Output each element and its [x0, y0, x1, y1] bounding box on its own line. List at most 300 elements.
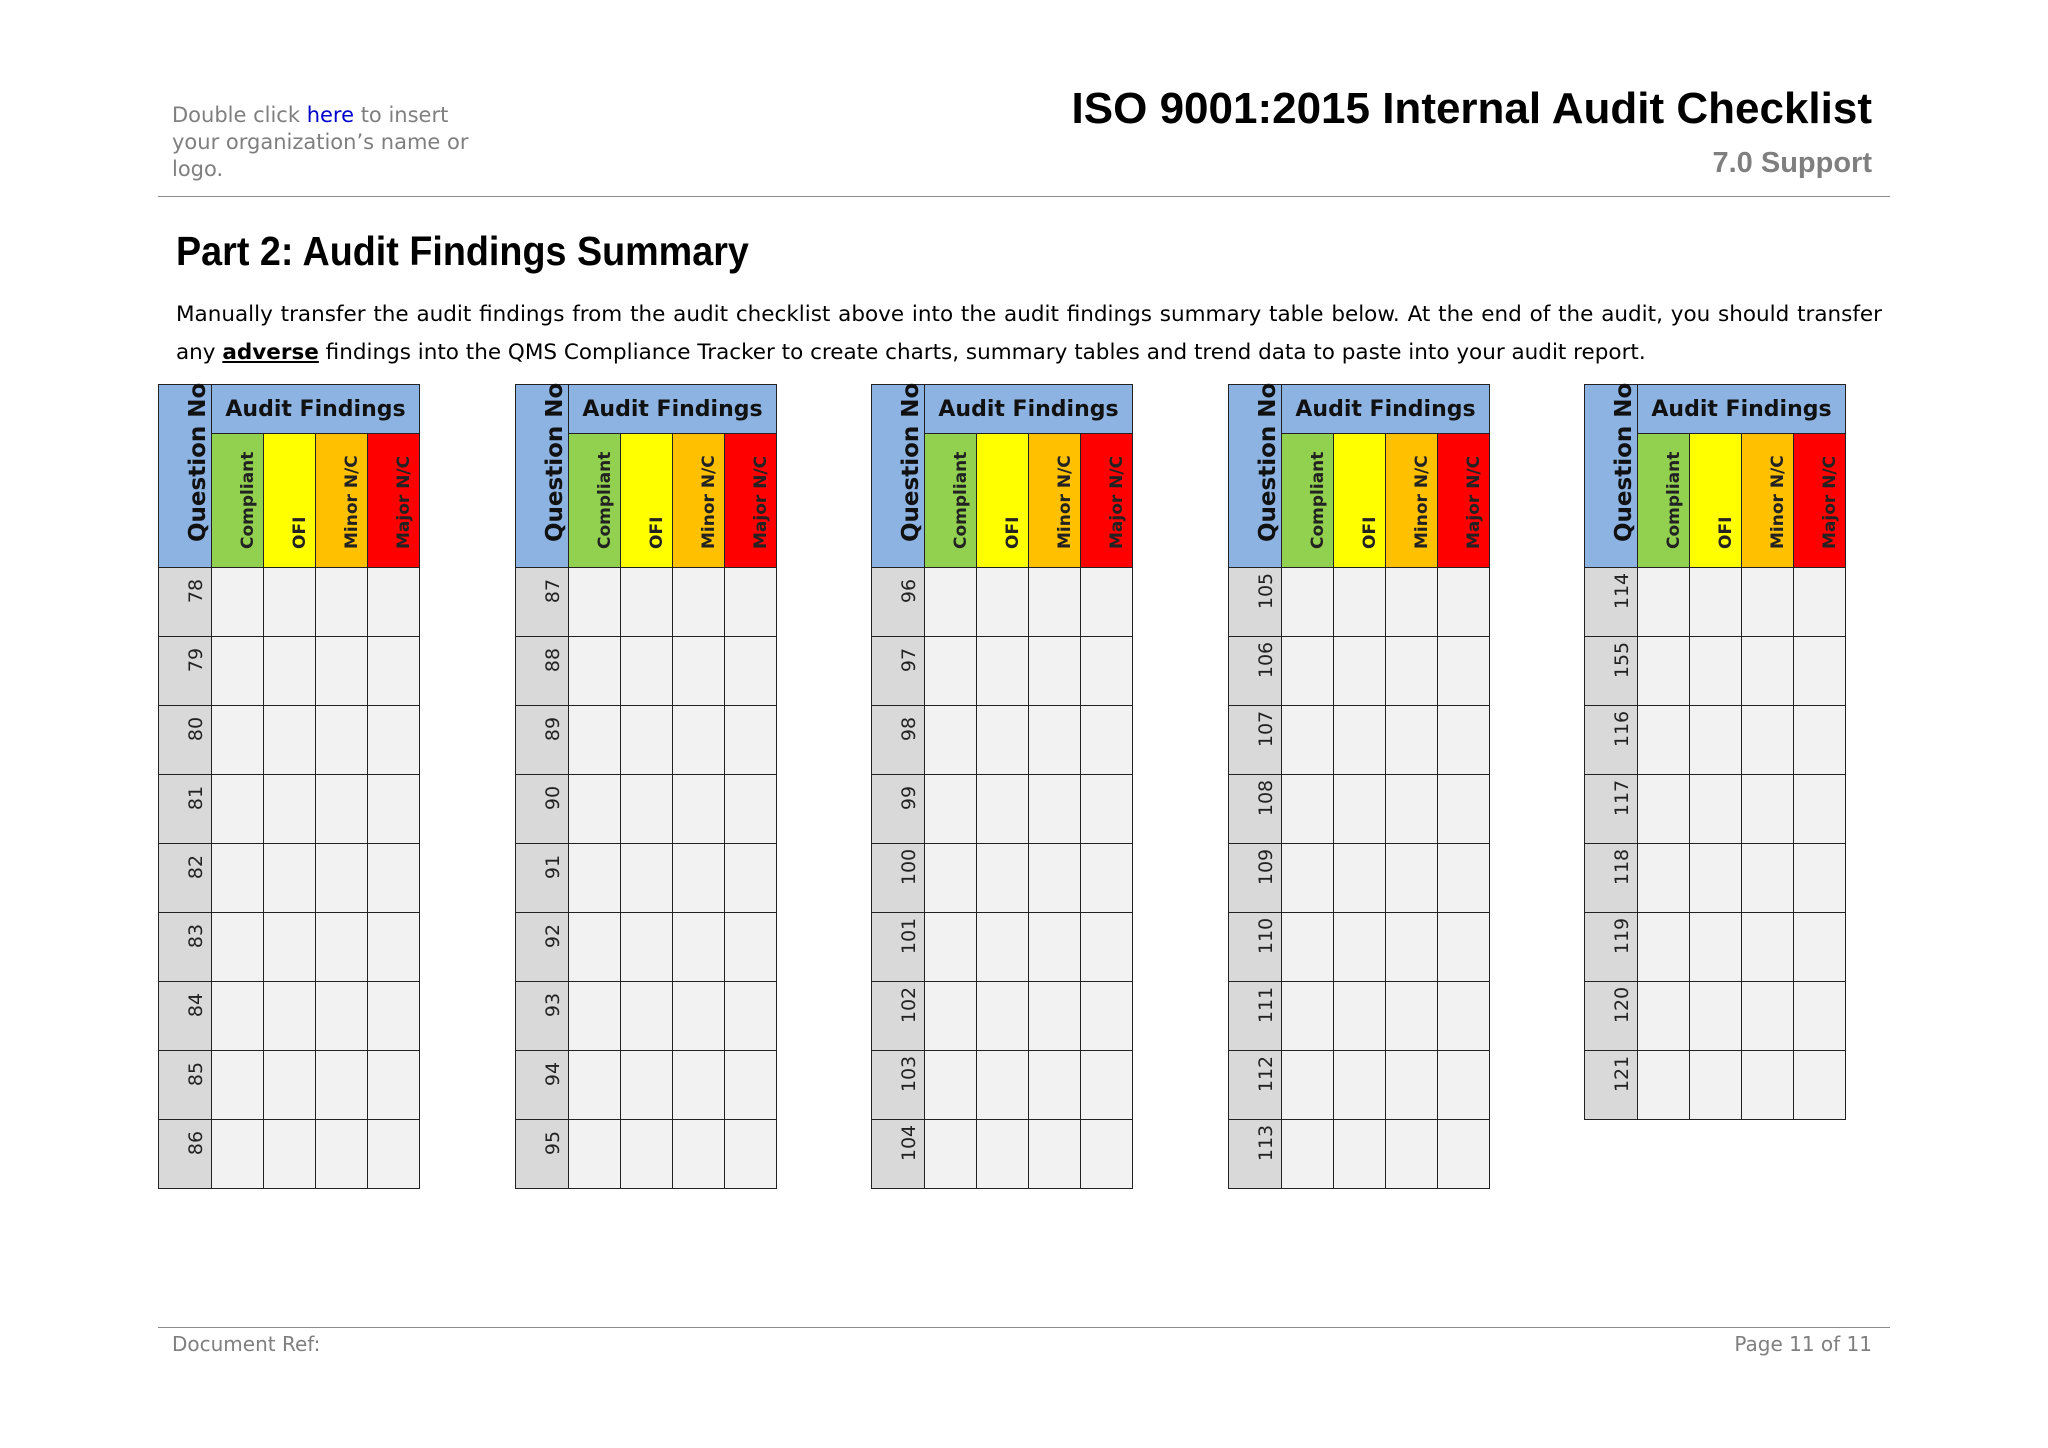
finding-cell-ofi[interactable]: [1690, 1051, 1742, 1120]
finding-cell-ofi[interactable]: [621, 637, 673, 706]
category-label: Compliant: [1663, 451, 1684, 549]
finding-cell-compliant[interactable]: [1638, 982, 1690, 1051]
finding-cell-major[interactable]: [1794, 982, 1846, 1051]
finding-cell-minor[interactable]: [316, 1120, 368, 1189]
finding-cell-minor[interactable]: [1029, 1120, 1081, 1189]
finding-cell-compliant[interactable]: [1282, 706, 1334, 775]
finding-cell-ofi[interactable]: [1334, 982, 1386, 1051]
finding-cell-major[interactable]: [368, 637, 420, 706]
finding-cell-major[interactable]: [1438, 1120, 1490, 1189]
finding-cell-major[interactable]: [725, 1051, 777, 1120]
question-number: 109: [1255, 848, 1277, 886]
finding-cell-ofi[interactable]: [1334, 1051, 1386, 1120]
finding-cell-ofi[interactable]: [1334, 775, 1386, 844]
question-number-cell: [872, 775, 925, 844]
category-label: Minor N/C: [1411, 455, 1432, 549]
finding-cell-ofi[interactable]: [977, 775, 1029, 844]
question-number: 85: [185, 1061, 207, 1087]
finding-cell-compliant[interactable]: [569, 913, 621, 982]
finding-cell-minor[interactable]: [1742, 706, 1794, 775]
finding-cell-compliant[interactable]: [569, 568, 621, 637]
question-number: 90: [542, 785, 564, 811]
category-header-ofi: [264, 434, 316, 568]
finding-cell-compliant[interactable]: [212, 913, 264, 982]
finding-cell-major[interactable]: [1081, 1120, 1133, 1189]
category-label: Major N/C: [1106, 455, 1127, 549]
finding-cell-major[interactable]: [1438, 568, 1490, 637]
finding-cell-compliant[interactable]: [569, 637, 621, 706]
question-no-header: [1229, 382, 1282, 568]
finding-cell-compliant[interactable]: [569, 706, 621, 775]
finding-cell-minor[interactable]: [673, 913, 725, 982]
finding-cell-compliant[interactable]: [925, 637, 977, 706]
finding-cell-minor[interactable]: [673, 844, 725, 913]
finding-cell-major[interactable]: [368, 706, 420, 775]
finding-cell-major[interactable]: [1081, 775, 1133, 844]
question-number-cell: [1585, 844, 1638, 913]
finding-cell-compliant[interactable]: [925, 982, 977, 1051]
table-row: [516, 913, 777, 982]
finding-cell-major[interactable]: [1438, 982, 1490, 1051]
finding-cell-ofi[interactable]: [621, 982, 673, 1051]
question-no-header: [1585, 382, 1638, 568]
finding-cell-compliant[interactable]: [1282, 1120, 1334, 1189]
finding-cell-minor[interactable]: [316, 913, 368, 982]
finding-cell-minor[interactable]: [1386, 913, 1438, 982]
table-row: [1229, 706, 1490, 775]
finding-cell-minor[interactable]: [673, 1120, 725, 1189]
question-number-cell: [1585, 775, 1638, 844]
finding-cell-compliant[interactable]: [569, 982, 621, 1051]
footer-page-number: Page 11 of 11: [1734, 1332, 1872, 1356]
finding-cell-ofi[interactable]: [977, 913, 1029, 982]
finding-cell-major[interactable]: [1438, 1051, 1490, 1120]
question-no-label: Question No: [1611, 382, 1637, 542]
category-header-minor: [316, 434, 368, 568]
category-header-minor: [1742, 434, 1794, 568]
finding-cell-compliant[interactable]: [212, 568, 264, 637]
finding-cell-major[interactable]: [1081, 568, 1133, 637]
finding-cell-compliant[interactable]: [1638, 913, 1690, 982]
finding-cell-major[interactable]: [725, 568, 777, 637]
finding-cell-minor[interactable]: [673, 982, 725, 1051]
finding-cell-major[interactable]: [1081, 1051, 1133, 1120]
finding-cell-ofi[interactable]: [977, 1051, 1029, 1120]
finding-cell-ofi[interactable]: [621, 1051, 673, 1120]
category-label: OFI: [1359, 516, 1380, 549]
finding-cell-compliant[interactable]: [1282, 982, 1334, 1051]
table-row: [872, 913, 1133, 982]
category-header-ofi: [1334, 434, 1386, 568]
finding-cell-ofi[interactable]: [977, 1120, 1029, 1189]
finding-cell-minor[interactable]: [1029, 913, 1081, 982]
table-row: [516, 982, 777, 1051]
finding-cell-major[interactable]: [1081, 913, 1133, 982]
finding-cell-minor[interactable]: [316, 844, 368, 913]
question-number-cell: [159, 637, 212, 706]
question-number-cell: [1229, 1120, 1282, 1189]
finding-cell-ofi[interactable]: [977, 706, 1029, 775]
question-number-cell: [159, 913, 212, 982]
finding-cell-major[interactable]: [725, 637, 777, 706]
finding-cell-minor[interactable]: [1029, 844, 1081, 913]
finding-cell-major[interactable]: [1794, 775, 1846, 844]
finding-cell-ofi[interactable]: [977, 637, 1029, 706]
table-row: [1585, 568, 1846, 637]
question-no-label: Question No: [898, 382, 924, 542]
finding-cell-major[interactable]: [368, 775, 420, 844]
finding-cell-minor[interactable]: [1742, 913, 1794, 982]
question-number-cell: [516, 913, 569, 982]
finding-cell-major[interactable]: [1794, 913, 1846, 982]
document-section: 7.0 Support: [1712, 147, 1872, 179]
finding-cell-minor[interactable]: [1386, 982, 1438, 1051]
finding-cell-major[interactable]: [1438, 637, 1490, 706]
logo-note-suffix: to insert your organization’s name or logo.: [172, 103, 469, 181]
finding-cell-compliant[interactable]: [212, 1051, 264, 1120]
question-number-cell: [1585, 982, 1638, 1051]
table-row: [872, 775, 1133, 844]
finding-cell-minor[interactable]: [1742, 568, 1794, 637]
question-number-cell: [1585, 913, 1638, 982]
finding-cell-ofi[interactable]: [1690, 913, 1742, 982]
finding-cell-minor[interactable]: [1386, 775, 1438, 844]
finding-cell-ofi[interactable]: [264, 568, 316, 637]
finding-cell-minor[interactable]: [1386, 1120, 1438, 1189]
question-number: 110: [1255, 917, 1277, 955]
question-number: 88: [542, 647, 564, 673]
table-row: [516, 775, 777, 844]
finding-cell-major[interactable]: [1081, 637, 1133, 706]
finding-cell-ofi[interactable]: [621, 1120, 673, 1189]
finding-cell-compliant[interactable]: [1638, 844, 1690, 913]
finding-cell-ofi[interactable]: [1334, 637, 1386, 706]
finding-cell-compliant[interactable]: [1638, 568, 1690, 637]
table-row: [516, 637, 777, 706]
finding-cell-minor[interactable]: [1029, 706, 1081, 775]
finding-cell-major[interactable]: [725, 706, 777, 775]
finding-cell-compliant[interactable]: [569, 775, 621, 844]
finding-cell-minor[interactable]: [673, 637, 725, 706]
category-label: Minor N/C: [1054, 455, 1075, 549]
table-row: [1229, 775, 1490, 844]
finding-cell-major[interactable]: [1081, 844, 1133, 913]
finding-cell-minor[interactable]: [1386, 706, 1438, 775]
table-row: [159, 1120, 420, 1189]
finding-cell-compliant[interactable]: [1282, 637, 1334, 706]
category-label: Minor N/C: [341, 455, 362, 549]
category-header-minor: [1386, 434, 1438, 568]
finding-cell-compliant[interactable]: [212, 637, 264, 706]
finding-cell-compliant[interactable]: [925, 775, 977, 844]
finding-cell-ofi[interactable]: [1334, 568, 1386, 637]
category-header-ofi: [621, 434, 673, 568]
question-number: 103: [898, 1055, 920, 1093]
finding-cell-compliant[interactable]: [1282, 1051, 1334, 1120]
finding-cell-ofi[interactable]: [264, 913, 316, 982]
finding-cell-ofi[interactable]: [621, 568, 673, 637]
finding-cell-ofi[interactable]: [264, 1120, 316, 1189]
table-row: [872, 982, 1133, 1051]
finding-cell-ofi[interactable]: [1690, 775, 1742, 844]
finding-cell-minor[interactable]: [1386, 637, 1438, 706]
finding-cell-ofi[interactable]: [264, 706, 316, 775]
table-row: [1585, 913, 1846, 982]
finding-cell-minor[interactable]: [316, 706, 368, 775]
finding-cell-minor[interactable]: [1029, 775, 1081, 844]
finding-cell-minor[interactable]: [316, 637, 368, 706]
question-number: 113: [1255, 1124, 1277, 1162]
finding-cell-ofi[interactable]: [977, 982, 1029, 1051]
finding-cell-ofi[interactable]: [1690, 982, 1742, 1051]
table-row: [159, 982, 420, 1051]
footer-doc-ref: Document Ref:: [172, 1332, 321, 1356]
finding-cell-ofi[interactable]: [264, 637, 316, 706]
question-number-cell: [1585, 706, 1638, 775]
finding-cell-major[interactable]: [1794, 1051, 1846, 1120]
finding-cell-compliant[interactable]: [569, 1120, 621, 1189]
finding-cell-minor[interactable]: [673, 775, 725, 844]
finding-cell-major[interactable]: [368, 982, 420, 1051]
category-label: Minor N/C: [1767, 455, 1788, 549]
findings-table: [1584, 384, 1846, 1120]
intro-text-before: Manually transfer the audit findings from the audit checklist above into the audit findings summary table below. At the end of the audit, you should transfer any: [176, 302, 1882, 365]
finding-cell-major[interactable]: [1438, 913, 1490, 982]
finding-cell-minor[interactable]: [1742, 1051, 1794, 1120]
question-number-cell: [872, 982, 925, 1051]
finding-cell-compliant[interactable]: [1282, 775, 1334, 844]
finding-cell-compliant[interactable]: [925, 706, 977, 775]
finding-cell-minor[interactable]: [316, 775, 368, 844]
question-number: 111: [1255, 986, 1277, 1024]
table-row: [516, 568, 777, 637]
question-number-cell: [1585, 1051, 1638, 1120]
question-number-cell: [159, 844, 212, 913]
table-row: [1585, 706, 1846, 775]
finding-cell-compliant[interactable]: [212, 982, 264, 1051]
table-row: [159, 637, 420, 706]
finding-cell-ofi[interactable]: [977, 568, 1029, 637]
finding-cell-minor[interactable]: [1029, 637, 1081, 706]
finding-cell-minor[interactable]: [316, 568, 368, 637]
finding-cell-compliant[interactable]: [1282, 913, 1334, 982]
category-label: Major N/C: [1819, 455, 1840, 549]
finding-cell-compliant[interactable]: [1638, 637, 1690, 706]
insert-logo-link[interactable]: here: [306, 103, 355, 127]
finding-cell-major[interactable]: [725, 1120, 777, 1189]
finding-cell-compliant[interactable]: [212, 775, 264, 844]
question-number-cell: [1585, 568, 1638, 637]
logo-note-prefix: Double click: [172, 103, 307, 127]
category-label: OFI: [289, 516, 310, 549]
question-number-cell: [159, 706, 212, 775]
finding-cell-minor[interactable]: [1029, 568, 1081, 637]
table-row: [1585, 844, 1846, 913]
finding-cell-ofi[interactable]: [1690, 844, 1742, 913]
finding-cell-ofi[interactable]: [1334, 913, 1386, 982]
question-number: 112: [1255, 1055, 1277, 1093]
category-header-major: [725, 434, 777, 568]
question-no-header: [872, 382, 925, 568]
question-number: 98: [898, 716, 920, 742]
finding-cell-compliant[interactable]: [212, 706, 264, 775]
table-row: [159, 775, 420, 844]
table-row: [872, 637, 1133, 706]
table-row: [159, 568, 420, 637]
question-number: 84: [185, 992, 207, 1018]
finding-cell-compliant[interactable]: [1282, 844, 1334, 913]
finding-cell-minor[interactable]: [673, 568, 725, 637]
finding-cell-ofi[interactable]: [264, 982, 316, 1051]
finding-cell-compliant[interactable]: [1282, 568, 1334, 637]
finding-cell-major[interactable]: [725, 913, 777, 982]
finding-cell-major[interactable]: [368, 913, 420, 982]
finding-cell-ofi[interactable]: [1334, 844, 1386, 913]
question-number-cell: [872, 913, 925, 982]
category-label: Compliant: [1307, 451, 1328, 549]
category-label: OFI: [1715, 516, 1736, 549]
finding-cell-major[interactable]: [368, 844, 420, 913]
finding-cell-ofi[interactable]: [621, 913, 673, 982]
finding-cell-major[interactable]: [1438, 775, 1490, 844]
finding-cell-minor[interactable]: [1029, 1051, 1081, 1120]
finding-cell-minor[interactable]: [1386, 844, 1438, 913]
finding-cell-major[interactable]: [368, 568, 420, 637]
finding-cell-compliant[interactable]: [212, 844, 264, 913]
finding-cell-major[interactable]: [1081, 706, 1133, 775]
finding-cell-major[interactable]: [1081, 982, 1133, 1051]
finding-cell-compliant[interactable]: [1638, 1051, 1690, 1120]
finding-cell-major[interactable]: [368, 1120, 420, 1189]
finding-cell-ofi[interactable]: [1690, 568, 1742, 637]
finding-cell-compliant[interactable]: [569, 1051, 621, 1120]
category-label: Major N/C: [750, 455, 771, 549]
finding-cell-major[interactable]: [1438, 706, 1490, 775]
category-header-major: [368, 434, 420, 568]
finding-cell-ofi[interactable]: [264, 844, 316, 913]
question-number: 91: [542, 854, 564, 880]
table-row: [516, 1120, 777, 1189]
finding-cell-ofi[interactable]: [1690, 706, 1742, 775]
question-number-cell: [516, 982, 569, 1051]
question-number-cell: [516, 775, 569, 844]
finding-cell-compliant[interactable]: [925, 568, 977, 637]
table-row: [516, 706, 777, 775]
question-number: 155: [1611, 641, 1633, 679]
table-row: [159, 1051, 420, 1120]
finding-cell-ofi[interactable]: [264, 1051, 316, 1120]
finding-cell-major[interactable]: [725, 982, 777, 1051]
intro-emphasis: adverse: [222, 340, 319, 365]
finding-cell-compliant[interactable]: [569, 844, 621, 913]
finding-cell-major[interactable]: [725, 775, 777, 844]
table-row: [872, 706, 1133, 775]
finding-cell-minor[interactable]: [673, 706, 725, 775]
question-no-label: Question No: [185, 382, 211, 542]
findings-table: [515, 384, 777, 1189]
category-header-compliant: [569, 434, 621, 568]
finding-cell-minor[interactable]: [673, 1051, 725, 1120]
category-label: Major N/C: [1463, 455, 1484, 549]
question-number-cell: [872, 1120, 925, 1189]
finding-cell-minor[interactable]: [1742, 982, 1794, 1051]
question-number-cell: [516, 1120, 569, 1189]
finding-cell-minor[interactable]: [1742, 844, 1794, 913]
finding-cell-compliant[interactable]: [925, 1051, 977, 1120]
question-number: 114: [1611, 572, 1633, 610]
table-row: [872, 1120, 1133, 1189]
logo-placeholder[interactable]: [172, 102, 492, 183]
question-number: 121: [1611, 1055, 1633, 1093]
question-number-cell: [516, 706, 569, 775]
question-number-cell: [159, 1120, 212, 1189]
finding-cell-major[interactable]: [1794, 706, 1846, 775]
finding-cell-compliant[interactable]: [1638, 706, 1690, 775]
finding-cell-compliant[interactable]: [925, 844, 977, 913]
finding-cell-minor[interactable]: [1742, 637, 1794, 706]
question-number: 106: [1255, 641, 1277, 679]
finding-cell-ofi[interactable]: [264, 775, 316, 844]
question-no-label: Question No: [1255, 382, 1281, 542]
findings-table: [158, 384, 420, 1189]
finding-cell-minor[interactable]: [1386, 568, 1438, 637]
category-label: OFI: [1002, 516, 1023, 549]
finding-cell-minor[interactable]: [1386, 1051, 1438, 1120]
table-row: [159, 913, 420, 982]
question-number: 102: [898, 986, 920, 1024]
category-label: Compliant: [950, 451, 971, 549]
question-number-cell: [516, 1051, 569, 1120]
finding-cell-major[interactable]: [725, 844, 777, 913]
finding-cell-minor[interactable]: [316, 1051, 368, 1120]
finding-cell-minor[interactable]: [1029, 982, 1081, 1051]
finding-cell-major[interactable]: [1438, 844, 1490, 913]
finding-cell-ofi[interactable]: [1334, 1120, 1386, 1189]
question-number: 119: [1611, 917, 1633, 955]
finding-cell-compliant[interactable]: [925, 1120, 977, 1189]
findings-table: [1228, 384, 1490, 1189]
finding-cell-compliant[interactable]: [925, 913, 977, 982]
finding-cell-ofi[interactable]: [621, 706, 673, 775]
finding-cell-ofi[interactable]: [977, 844, 1029, 913]
finding-cell-major[interactable]: [1794, 844, 1846, 913]
finding-cell-ofi[interactable]: [621, 775, 673, 844]
table-row: [1229, 982, 1490, 1051]
finding-cell-compliant[interactable]: [212, 1120, 264, 1189]
question-number-cell: [159, 1051, 212, 1120]
table-row: [516, 844, 777, 913]
question-number-cell: [159, 568, 212, 637]
category-header-minor: [1029, 434, 1081, 568]
question-number: 107: [1255, 710, 1277, 748]
finding-cell-ofi[interactable]: [1690, 637, 1742, 706]
finding-cell-compliant[interactable]: [1638, 775, 1690, 844]
question-number: 86: [185, 1130, 207, 1156]
finding-cell-major[interactable]: [368, 1051, 420, 1120]
finding-cell-minor[interactable]: [316, 982, 368, 1051]
finding-cell-minor[interactable]: [1742, 775, 1794, 844]
question-number: 96: [898, 578, 920, 604]
question-number: 92: [542, 923, 564, 949]
question-number: 105: [1255, 572, 1277, 610]
footer-divider: [158, 1327, 1890, 1328]
question-number: 95: [542, 1130, 564, 1156]
finding-cell-ofi[interactable]: [1334, 706, 1386, 775]
finding-cell-ofi[interactable]: [621, 844, 673, 913]
finding-cell-major[interactable]: [1794, 568, 1846, 637]
finding-cell-major[interactable]: [1794, 637, 1846, 706]
question-number-cell: [1229, 706, 1282, 775]
